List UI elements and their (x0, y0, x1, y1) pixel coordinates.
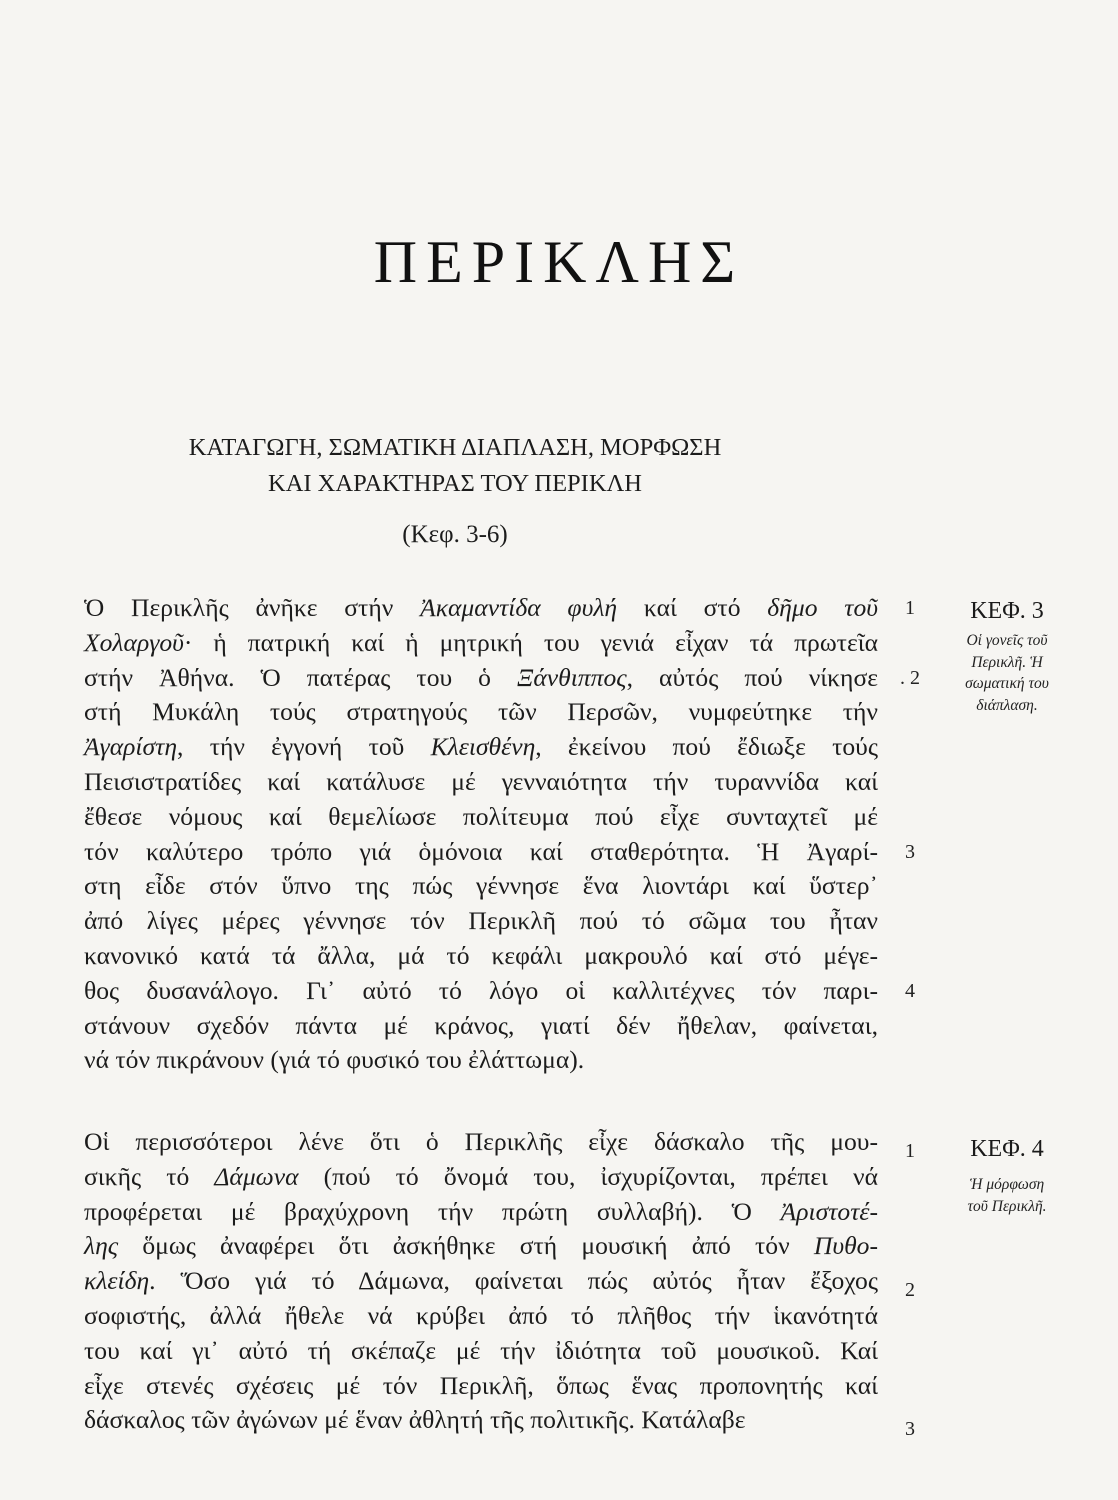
text-line (84, 1043, 878, 1078)
line-number: 2 (905, 1279, 915, 1301)
line-number: 3 (905, 1418, 915, 1440)
text-line (84, 626, 878, 661)
text-segment: Ὁ Περικλῆς ἀνῆκε στήν (84, 593, 421, 622)
chapter-3-paragraph (84, 591, 878, 1078)
text-segment: ὅμως ἀναφέρει ὅτι ἀσκήθηκε στή μουσική ἀπό τόν (118, 1231, 814, 1261)
line-number: 1 (905, 1140, 915, 1162)
text-segment: σοφιστής, ἀλλά ἤθελε νά κρύβει ἀπό τό πλῆθος τήν ἱκανότητά (84, 1300, 878, 1330)
text-line (84, 1195, 878, 1230)
text-segment: , αὐτός πού νίκησε (626, 662, 878, 692)
text-line (84, 730, 878, 765)
text-line (84, 1009, 878, 1044)
text-segment: . Ὅσο γιά τό Δάμωνα, φαίνεται πώς αὐτός ἦταν ἔξοχος (149, 1266, 878, 1296)
chapter-3-marginal-heading: ΚΕΦ. 3 (970, 598, 1044, 624)
italic-text: Ἀκαμαντίδα φυλή (420, 593, 618, 622)
section-heading-line: ΚΑΙ ΧΑΡΑΚΤΗΡΑΣ ΤΟΥ ΠΕΡΙΚΛΗ (268, 470, 642, 497)
text-segment: στήν Ἀθήνα. Ὁ πατέρας του ὁ (84, 662, 517, 692)
text-segment: , τήν ἐγγονή τοῦ (177, 732, 431, 762)
text-segment: στή Μυκάλη τούς στρατηγούς τῶν Περσῶν, νυμφεύτηκε τήν (84, 697, 878, 727)
text-segment: καί στό (617, 593, 768, 622)
text-line (84, 904, 878, 939)
text-line (84, 835, 878, 870)
chapter-4-marginal-note (932, 1174, 1082, 1217)
text-segment: ἀπό λίγες μέρες γέννησε τόν Περικλῆ πού τό σῶμα του ἦταν (84, 906, 878, 936)
line-number: 1 (905, 597, 915, 619)
chapter-4-paragraph (84, 1125, 878, 1438)
text-line (84, 869, 878, 904)
italic-text: Χολαργοῦ (84, 627, 184, 657)
marginal-note-line: Περικλῆ. Ἡ (971, 653, 1043, 671)
text-segment: ἔθεσε νόμους καί θεμελίωσε πολίτευμα πού εἶχε συνταχτεῖ μέ (84, 801, 878, 831)
italic-text: Δάμωνα (214, 1161, 299, 1191)
text-segment: Πεισιστρατίδες καί κατάλυσε μέ γενναιότητα τήν τυραννίδα καί (84, 766, 878, 796)
line-number: 4 (905, 980, 915, 1002)
text-segment: θος δυσανάλογο. Γι᾽ αὐτό τό λόγο οἱ καλλιτέχνες τόν παρι- (84, 975, 878, 1005)
chapter-4-marginal-heading: ΚΕΦ. 4 (970, 1136, 1044, 1162)
marginal-note-line: Ἡ μόρφωση (969, 1176, 1045, 1193)
text-segment: Οἱ περισσότεροι λένε ὅτι ὁ Περικλῆς εἶχε δάσκαλο τῆς μου- (84, 1127, 878, 1156)
text-line (84, 1334, 878, 1369)
italic-text: Ξάνθιππος (516, 662, 627, 692)
text-line (84, 1299, 878, 1334)
italic-text: Ἀγαρίστη (84, 732, 178, 762)
text-line (84, 974, 878, 1009)
text-segment: κανονικό κατά τά ἄλλα, μά τό κεφάλι μακρουλό καί στό μέγε- (84, 940, 878, 970)
text-segment: στη εἶδε στόν ὕπνο της πώς γέννησε ἕνα λιοντάρι καί ὕστερ᾽ (84, 871, 878, 901)
text-segment: του καί γι᾽ αὐτό τή σκέπαζε μέ τήν ἰδιότητα τοῦ μουσικοῦ. Καί (84, 1335, 878, 1365)
marginal-note-line: Οἱ γονεῖς τοῦ (966, 632, 1048, 649)
text-segment: , ἐκείνου πού ἔδιωξε τούς (535, 732, 878, 762)
section-heading (130, 430, 780, 502)
italic-text: δῆμο τοῦ (767, 593, 878, 622)
italic-text: Πυθο- (813, 1231, 878, 1261)
text-segment: (πού τό ὄνομά του, ἰσχυρίζονται, πρέπει νά (298, 1161, 878, 1191)
text-segment: στάνουν σχεδόν πάντα μέ κράνος, γιατί δέν ἤθελαν, φαίνεται, (84, 1010, 878, 1040)
text-segment: προφέρεται μέ βραχύχρονη τήν πρώτη συλλαβή). Ὁ (84, 1196, 781, 1226)
italic-text: λης (84, 1231, 119, 1261)
page-title: ΠΕΡΙΚΛΗΣ (373, 229, 745, 295)
text-segment: τόν καλύτερο τρόπο γιά ὁμόνοια καί σταθερότητα. Ἡ Ἀγαρί- (84, 836, 878, 866)
text-line (84, 1264, 878, 1299)
italic-text: κλείδη (84, 1266, 150, 1296)
text-segment: · ἡ πατρική καί ἡ μητρική του γενιά εἶχαν τά πρωτεῖα (183, 627, 878, 657)
line-number: . 2 (900, 667, 920, 689)
line-number: 3 (905, 841, 915, 863)
text-line (84, 1403, 878, 1438)
text-line (84, 661, 878, 696)
italic-text: Κλεισθένη (430, 732, 536, 762)
text-line (84, 1125, 878, 1160)
text-line (84, 1229, 878, 1264)
text-line (84, 695, 878, 730)
text-line (84, 765, 878, 800)
text-line (84, 591, 878, 626)
text-line (84, 1160, 878, 1195)
text-line (84, 1369, 878, 1404)
text-line (84, 800, 878, 835)
chapters-reference: (Κεφ. 3-6) (402, 521, 508, 548)
marginal-note-line: διάπλαση. (976, 696, 1038, 714)
text-segment: σικῆς τό (84, 1161, 215, 1191)
marginal-note-line: τοῦ Περικλῆ. (967, 1197, 1047, 1215)
text-segment: νά τόν πικράνουν (γιά τό φυσικό του ἐλάττωμα). (84, 1045, 585, 1075)
text-segment: δάσκαλος τῶν ἀγώνων μέ ἕναν ἀθλητή τῆς πολιτικῆς. Κατάλαβε (84, 1405, 746, 1435)
text-line (84, 939, 878, 974)
marginal-note-line: σωματική του (965, 675, 1049, 692)
chapter-3-marginal-note (932, 630, 1082, 716)
section-heading-line: ΚΑΤΑΓΩΓΗ, ΣΩΜΑΤΙΚΗ ΔΙΑΠΛΑΣΗ, ΜΟΡΦΩΣΗ (188, 434, 722, 461)
italic-text: Ἀριστοτέ- (780, 1196, 878, 1226)
text-segment: εἶχε στενές σχέσεις μέ τόν Περικλῆ, ὅπως ἕνας προπονητής καί (84, 1370, 878, 1400)
